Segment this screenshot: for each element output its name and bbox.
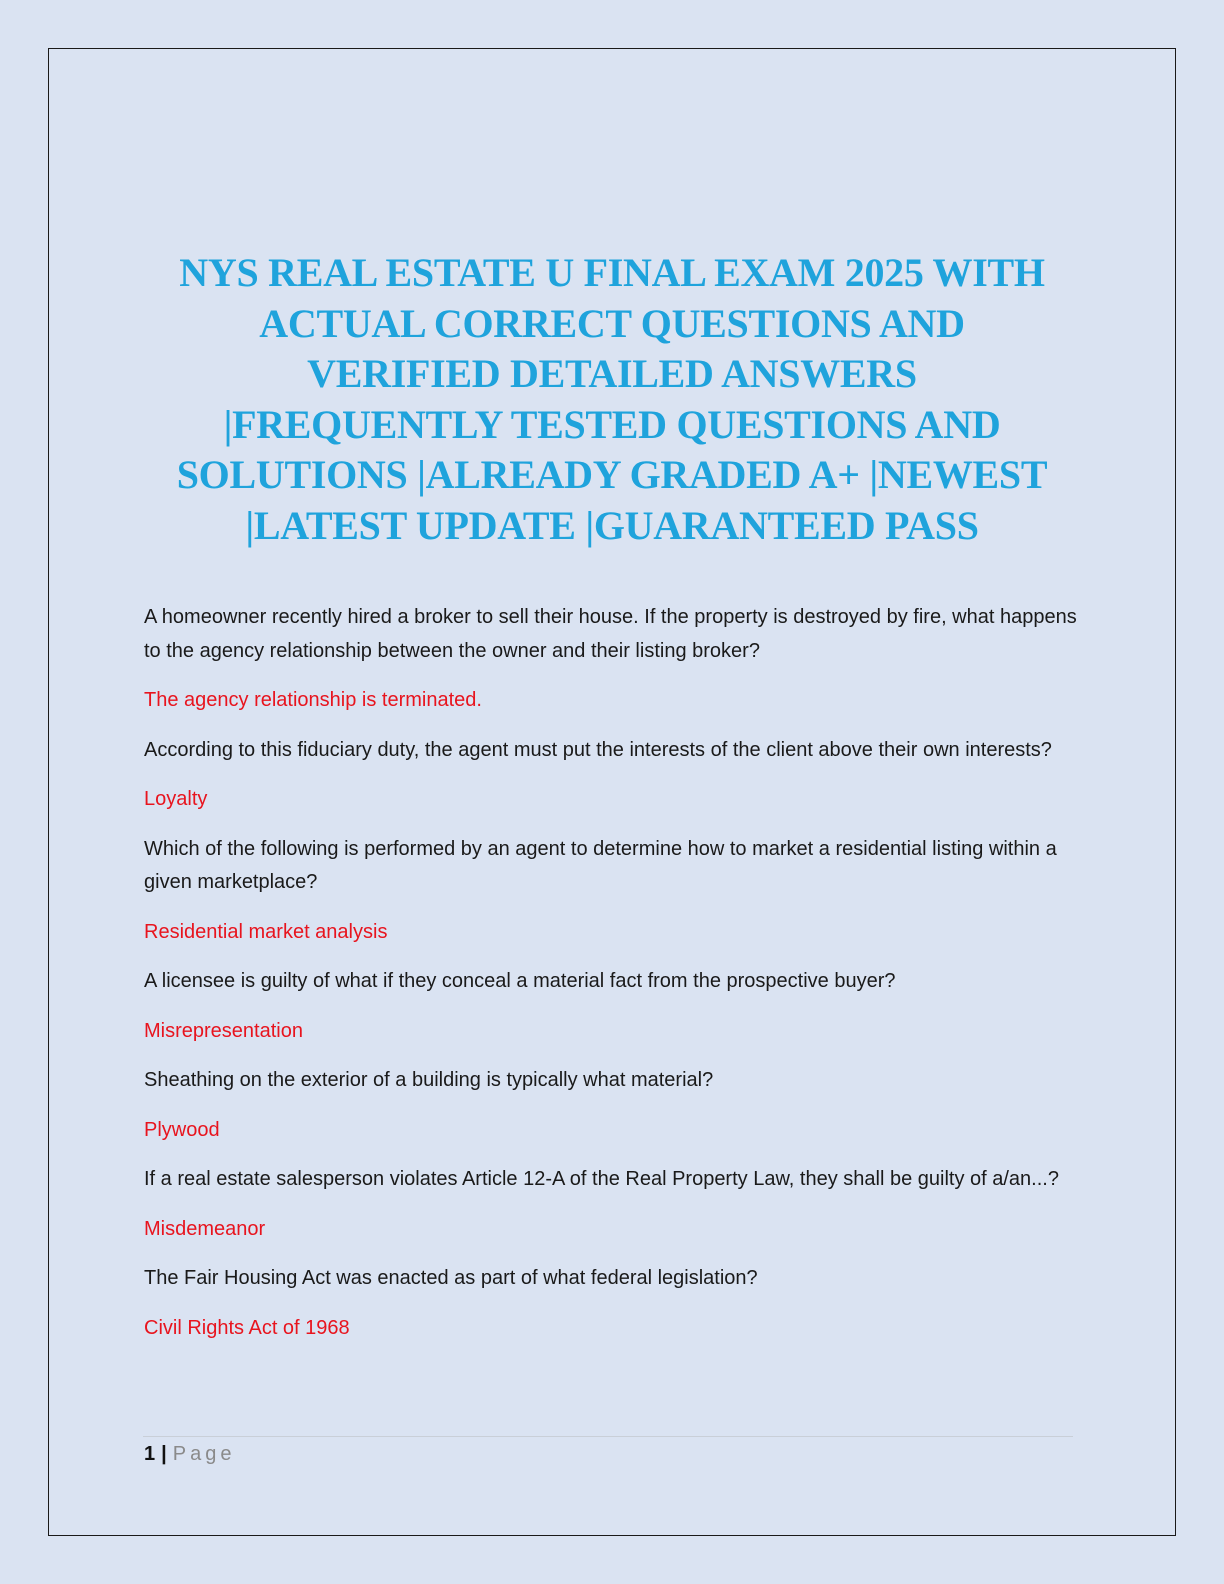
answer-4: Misrepresentation [144, 1019, 303, 1042]
question-1: A homeowner recently hired a broker to sell their house. If the property is destroyed by fire, what happens to the agency relationship between the owner and their listing broker? [144, 606, 1077, 662]
qa-list [144, 601, 1084, 1361]
answer-2: Loyalty [144, 788, 208, 810]
question-3: Which of the following is performed by an agent to determine how to market a residential listing within a given marketplace? [144, 837, 1057, 893]
answer-5: Plywood [144, 1118, 220, 1141]
page-footer [144, 1440, 235, 1468]
title-line: |LATEST UPDATE |GUARANTEED PASS [245, 502, 979, 548]
title-line: NYS REAL ESTATE U FINAL EXAM 2025 WITH [179, 250, 1045, 295]
question-5: Sheathing on the exterior of a building is typically what material? [144, 1069, 714, 1091]
title-line: ACTUAL CORRECT QUESTIONS AND [259, 300, 965, 346]
document-title [130, 248, 1094, 551]
question-2: According to this fiduciary duty, the agent must put the interests of the client above their own interests? [144, 738, 1052, 761]
question-4: A licensee is guilty of what if they conceal a material fact from the prospective buyer? [144, 970, 896, 992]
footer-separator: | [161, 1443, 167, 1465]
page-number: 1 [144, 1443, 156, 1465]
question-6: If a real estate salesperson violates Article 12-A of the Real Property Law, they shall be guilty of a/an...? [144, 1168, 1059, 1190]
answer-6: Misdemeanor [144, 1217, 266, 1240]
title-line: VERIFIED DETAILED ANSWERS [307, 351, 917, 396]
answer-1: The agency relationship is terminated. [144, 689, 482, 711]
page-label: Page [172, 1443, 236, 1465]
question-7: The Fair Housing Act was enacted as part of what federal legislation? [144, 1267, 758, 1289]
answer-7: Civil Rights Act of 1968 [144, 1316, 350, 1339]
answer-3: Residential market analysis [144, 920, 388, 943]
footer-divider [143, 1436, 1073, 1437]
title-line: SOLUTIONS |ALREADY GRADED A+ |NEWEST [176, 452, 1048, 497]
title-line: |FREQUENTLY TESTED QUESTIONS AND [223, 401, 1001, 447]
